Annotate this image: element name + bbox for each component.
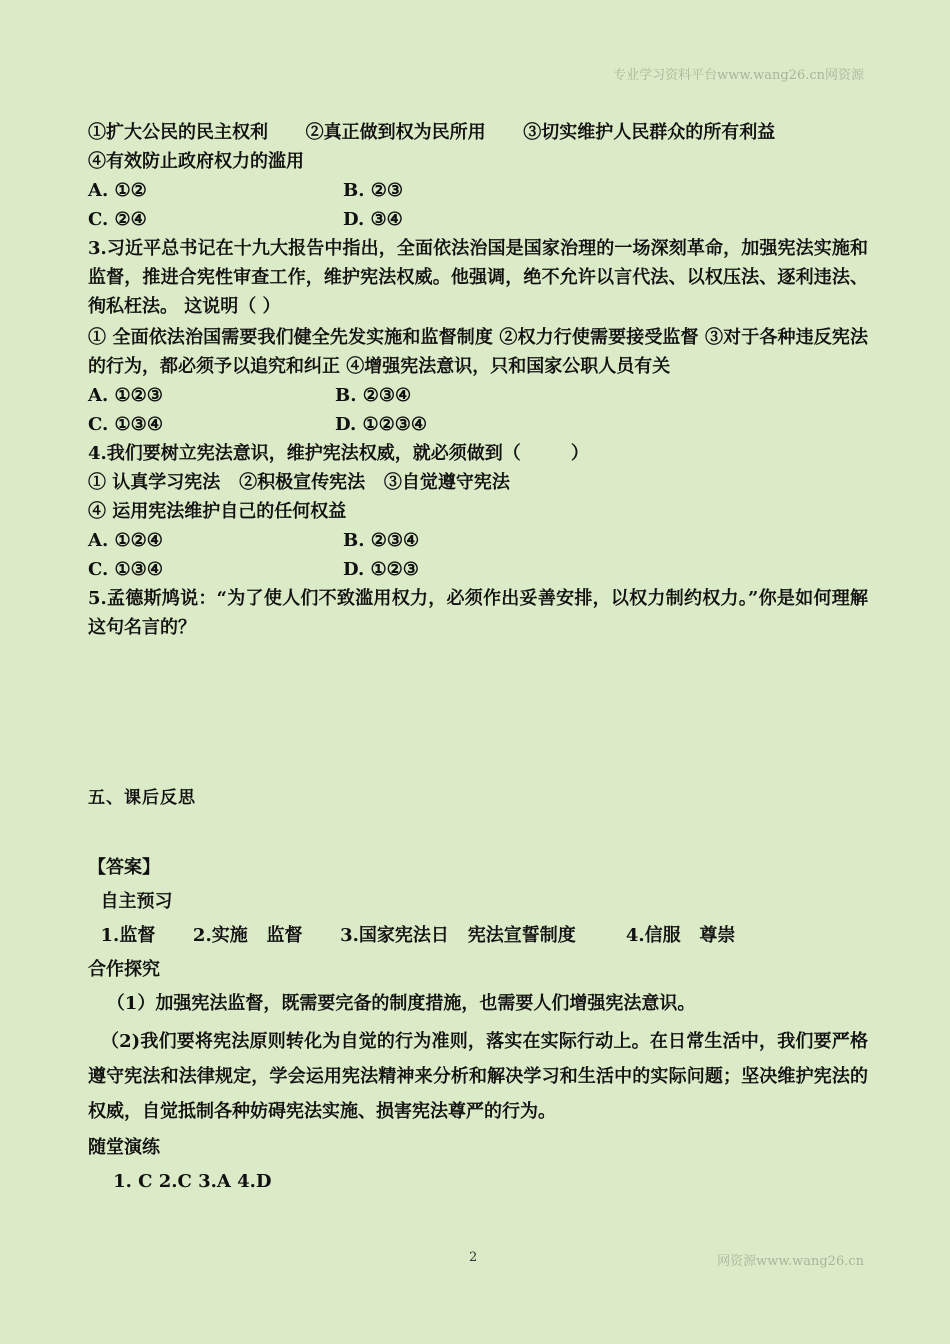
content-area	[88, 118, 868, 1196]
coop-answer-2: （2)我们要将宪法原则转化为自觉的行为准则，落实在实际行动上。在日常生活中，我们要严格遵守宪法和法律规定，学会运用宪法精神来分析和解决学习和生活中的实际问题；坚决维护宪法的权威，自觉抵制各种妨碍宪法实施、损害宪法尊严的行为。	[88, 1031, 868, 1122]
q3-statements: ① 全面依法治国需要我们健全先发实施和监督制度 ②权力行使需要接受监督 ③对于各种违反宪法的行为，都必须予以追究和纠正 ④增强宪法意识，只和国家公职人员有关	[88, 327, 868, 377]
coop-label: 合作探究	[88, 959, 160, 980]
q2-option-d: D. ③④	[343, 209, 403, 230]
q4-stem: 4.我们要树立宪法意识，维护宪法权威，就必须做到（ ）	[88, 443, 589, 464]
q3-options-row-1	[88, 381, 868, 410]
q2-option-b: B. ②③	[343, 180, 404, 201]
q4-option-b: B. ②③④	[343, 530, 420, 551]
q2-option-a: A. ①②	[88, 180, 147, 201]
q2-statements-line2: ④有效防止政府权力的滥用	[88, 151, 304, 172]
q4-options-row-1	[88, 526, 868, 555]
coop-answer-1: （1）加强宪法监督，既需要完备的制度措施，也需要人们增强宪法意识。	[88, 993, 696, 1014]
q4-statements-line2: ④ 运用宪法维护自己的任何权益	[88, 501, 347, 522]
q4-option-d: D. ①②③	[343, 559, 419, 580]
q3-option-c: C. ①③④	[88, 414, 163, 435]
practice-answers: 1. C 2.C 3.A 4.D	[88, 1171, 272, 1192]
q3-option-b: B. ②③④	[335, 385, 412, 406]
q4-statements-line1: ① 认真学习宪法 ②积极宣传宪法 ③自觉遵守宪法	[88, 472, 510, 493]
q3-options-row-2	[88, 410, 868, 439]
q4-options-row-2	[88, 555, 868, 584]
practice-label: 随堂演练	[88, 1137, 160, 1158]
q2-statements-line1: ①扩大公民的民主权利 ②真正做到权为民所用 ③切实维护人民群众的所有利益	[88, 122, 776, 143]
section-5-title: 五、课后反思	[88, 788, 196, 808]
q3-option-d: D. ①②③④	[335, 414, 428, 435]
q3-stem: 3.习近平总书记在十九大报告中指出，全面依法治国是国家治理的一场深刻革命，加强宪法实施和监督，推进合宪性审查工作，维护宪法权威。他强调，绝不允许以言代法、以权压法、逐利违法、徇私枉法。 这说明（ ）	[88, 238, 868, 317]
q3-option-a: A. ①②③	[88, 385, 163, 406]
q2-options-row-1	[88, 176, 868, 205]
q2-option-c: C. ②④	[88, 209, 147, 230]
q2-options-row-2	[88, 205, 868, 234]
q4-option-a: A. ①②④	[88, 530, 163, 551]
footer-watermark: 网资源www.wang26.cn	[717, 1254, 864, 1269]
q4-option-c: C. ①③④	[88, 559, 163, 580]
self-study-label: 自主预习	[88, 891, 173, 912]
page-number: 2	[469, 1250, 478, 1265]
header-watermark: 专业学习资料平台www.wang26.cn网资源	[613, 68, 864, 83]
self-study-answers: 1.监督 2.实施 监督 3.国家宪法日 宪法宣誓制度 4.信服 尊崇	[88, 925, 736, 946]
q5-stem: 5.孟德斯鸠说：“为了使人们不致滥用权力，必须作出妥善安排，以权力制约权力。”你是如何理解这句名言的？	[88, 588, 868, 638]
answers-title: 【答案】	[88, 857, 160, 878]
